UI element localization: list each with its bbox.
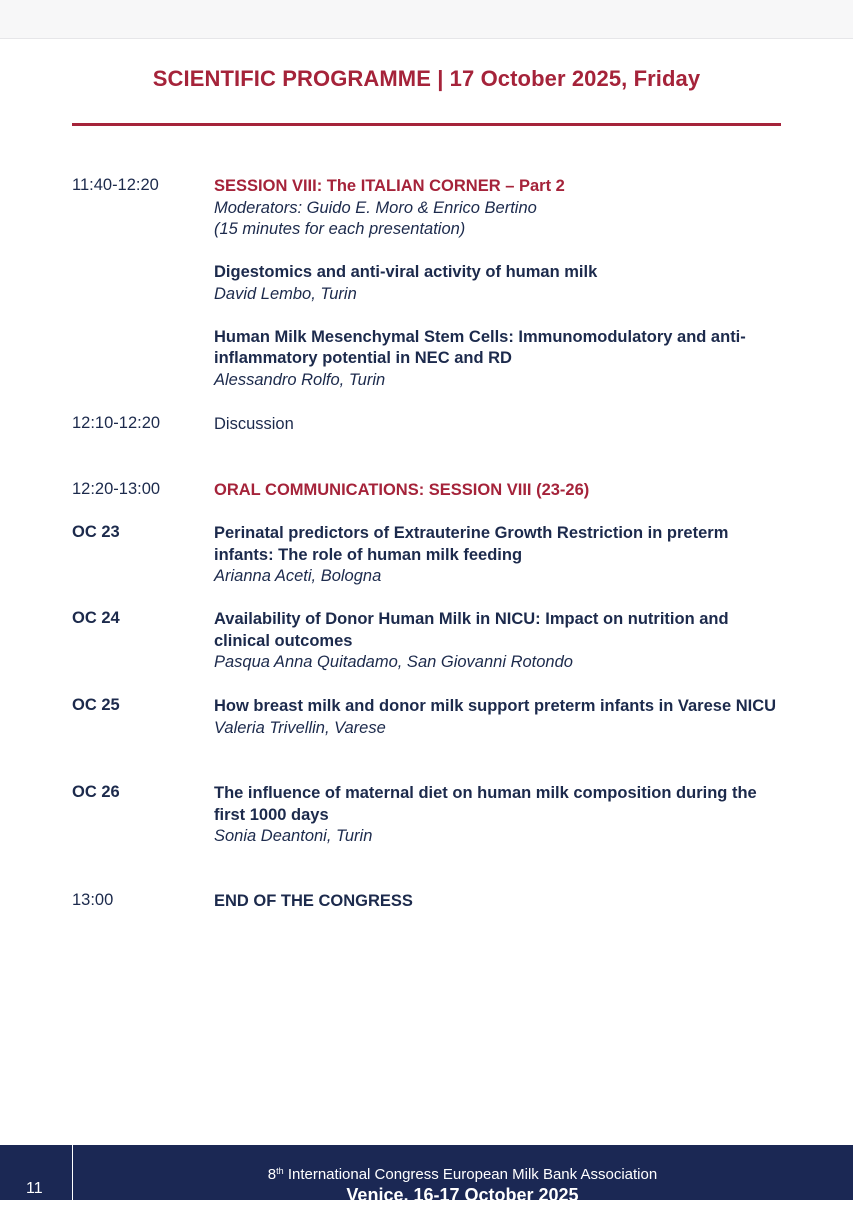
page-footer	[0, 1145, 853, 1205]
end-time: 13:00	[72, 891, 114, 909]
oc-code: OC 26	[72, 783, 120, 801]
page-title: SCIENTIFIC PROGRAMME | 17 October 2025, Friday	[152, 66, 701, 91]
talk-title: Human Milk Mesenchymal Stem Cells: Immunomodulatory and anti-inflammatory potential in NEC and RD	[214, 327, 746, 367]
page-number: 11	[26, 1180, 43, 1197]
discussion-body	[214, 414, 784, 436]
session-time: 11:40-12:20	[72, 176, 159, 194]
oral-session-time: 12:20-13:00	[72, 480, 161, 498]
oc-title: Perinatal predictors of Extrauterine Growth Restriction in preterm infants: The role of human milk feeding	[214, 524, 729, 564]
oc-body	[214, 609, 784, 674]
oc-title: The influence of maternal diet on human milk composition during the first 1000 days	[214, 784, 757, 824]
footer-venue-dates: Venice, 16-17 October 2025	[346, 1185, 579, 1205]
oc-title: Availability of Donor Human Milk in NICU: Impact on nutrition and clinical outcomes	[214, 610, 729, 650]
talk-speaker: Alessandro Rolfo, Turin	[214, 370, 386, 389]
oc-speaker: Valeria Trivellin, Varese	[214, 718, 386, 737]
title-divider	[72, 123, 781, 126]
oc-speaker: Arianna Aceti, Bologna	[214, 567, 382, 585]
session-moderators: Moderators: Guido E. Moro & Enrico Bertino	[214, 198, 537, 217]
footer-congress-name	[72, 1166, 853, 1183]
oral-session-body	[214, 480, 784, 502]
oc-code: OC 23	[72, 523, 120, 541]
talk-speaker: David Lembo, Turin	[214, 284, 357, 303]
top-band	[0, 0, 853, 39]
oc-body	[214, 696, 784, 739]
footer-congress-text: International Congress European Milk Bank Association	[283, 1166, 658, 1183]
session-title: SESSION VIII: The ITALIAN CORNER – Part 2	[214, 177, 565, 195]
oc-body	[214, 523, 784, 588]
oc-speaker: Pasqua Anna Quitadamo, San Giovanni Rotondo	[214, 653, 573, 671]
oc-body	[214, 783, 784, 848]
footer-edition: 8	[267, 1166, 277, 1183]
discussion-time: 12:10-12:20	[72, 414, 161, 432]
oc-title: How breast milk and donor milk support preterm infants in Varese NICU	[214, 697, 777, 715]
talk-title: Digestomics and anti-viral activity of human milk	[214, 263, 598, 281]
end-body	[214, 891, 784, 913]
oc-speaker: Sonia Deantoni, Turin	[214, 827, 373, 845]
oral-session-title: ORAL COMMUNICATIONS: SESSION VIII (23-26)	[214, 481, 590, 499]
session-body	[214, 176, 784, 391]
end-label: END OF THE CONGRESS	[214, 892, 413, 910]
discussion-label: Discussion	[214, 415, 294, 433]
footer-edition-suffix: th	[276, 1166, 284, 1176]
session-note: (15 minutes for each presentation)	[214, 220, 466, 238]
oc-code: OC 25	[72, 696, 120, 714]
oc-code: OC 24	[72, 609, 120, 627]
